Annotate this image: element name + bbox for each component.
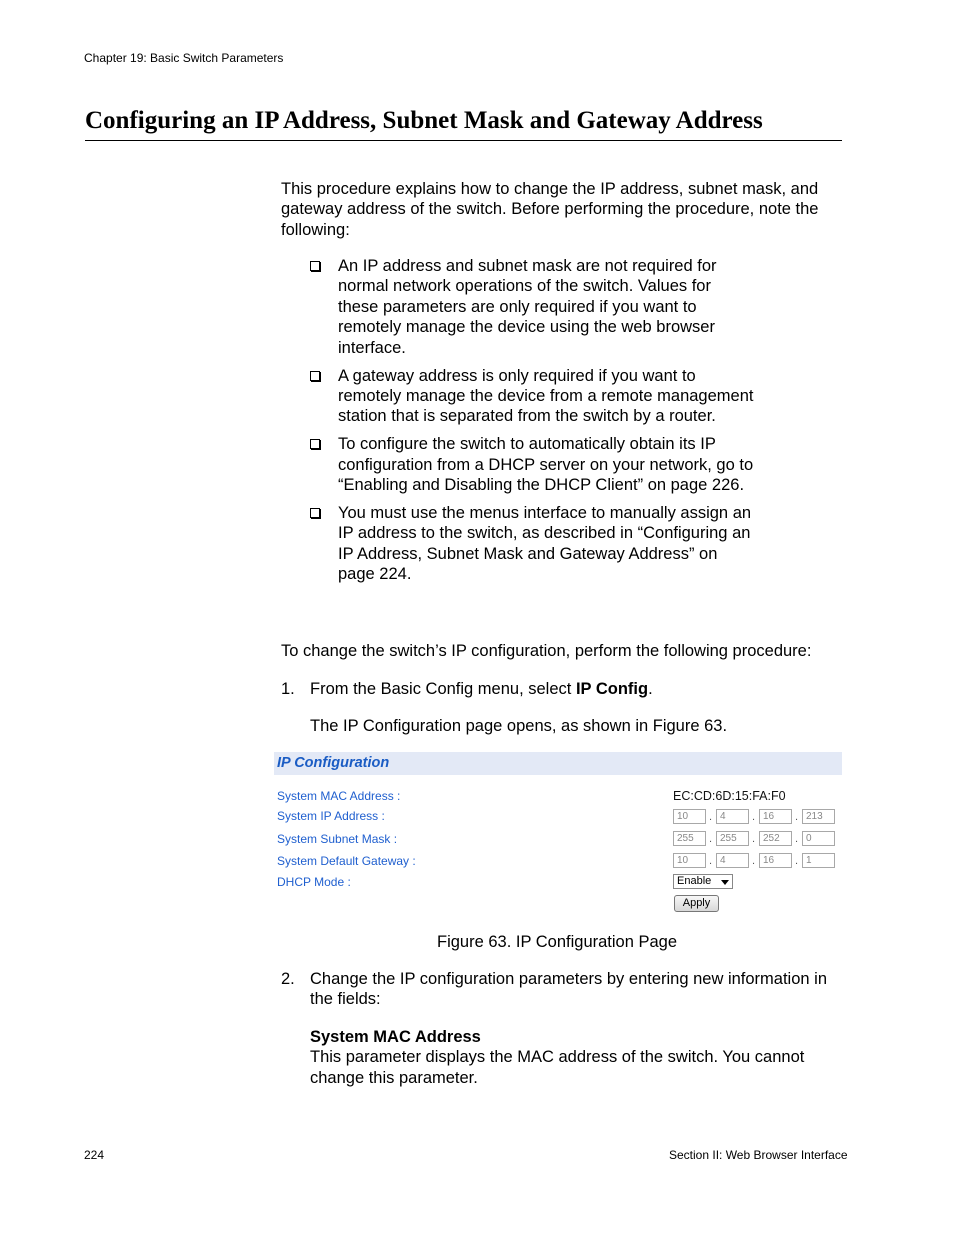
step-number: 2. (281, 970, 295, 988)
step-2 (281, 969, 851, 1010)
step-text: Change the IP configuration parameters by entering new information in the fields: (310, 970, 828, 1009)
dhcp-mode-value: Enable (677, 875, 712, 887)
octet-separator: . (709, 855, 713, 867)
gateway-octet-3-input[interactable]: 16 (759, 853, 792, 868)
gateway-octet-4-input[interactable]: 1 (802, 853, 835, 868)
octet-separator: . (795, 855, 799, 867)
intro-paragraph: This procedure explains how to change the IP address, subnet mask, and gateway address of the switch. Before performing the procedure, note the following: (281, 180, 819, 239)
gateway-octet-2-input[interactable]: 4 (716, 853, 749, 868)
figure-header (274, 752, 842, 775)
step-1 (281, 679, 851, 699)
octet-separator: . (752, 855, 756, 867)
figure-title: IP Configuration (277, 755, 390, 771)
list-item: A gateway address is only required if you want to remotely manage the device from a remote management station that is separated from the switch by a router. (309, 366, 754, 427)
checkbox-bullet-icon (310, 508, 320, 518)
subnet-mask-label: System Subnet Mask : (277, 832, 398, 846)
ip-octet-3-input[interactable]: 16 (759, 809, 792, 824)
procedure-lead: To change the switch’s IP configuration, perform the following procedure: (281, 642, 812, 660)
ip-configuration-figure (274, 752, 842, 917)
note-list (309, 256, 754, 592)
parameter-description (310, 1027, 840, 1088)
subnet-octet-3-input[interactable]: 252 (759, 831, 792, 846)
ip-octet-1-input[interactable]: 10 (673, 809, 706, 824)
list-item: To configure the switch to automatically obtain its IP configuration from a DHCP server on your network, go to “Enabling and Disabling the DHCP Client” on page 226. (309, 434, 754, 495)
mac-address-label: System MAC Address : (277, 789, 401, 803)
menu-option-ip-config: IP Config (575, 680, 649, 698)
list-item: You must use the menus interface to manually assign an IP address to the switch, as described in “Configuring an IP Address, Subnet Mask and Gateway Address” on page 224. (309, 503, 754, 585)
octet-separator: . (709, 833, 713, 845)
section-footer: Section II: Web Browser Interface (669, 1148, 848, 1162)
chevron-down-icon (721, 880, 729, 885)
default-gateway-label: System Default Gateway : (277, 854, 416, 868)
dhcp-mode-select[interactable] (673, 874, 733, 889)
subnet-octet-2-input[interactable]: 255 (716, 831, 749, 846)
checkbox-bullet-icon (310, 261, 320, 271)
running-head: Chapter 19: Basic Switch Parameters (84, 51, 284, 65)
octet-separator: . (709, 811, 713, 823)
checkbox-bullet-icon (310, 371, 320, 381)
step-1-note: The IP Configuration page opens, as shown in Figure 63. (310, 717, 728, 735)
page-number: 224 (84, 1148, 105, 1162)
mac-address-value: EC:CD:6D:15:FA:F0 (673, 789, 786, 803)
dhcp-mode-label: DHCP Mode : (277, 875, 351, 889)
checkbox-bullet-icon (310, 439, 320, 449)
subnet-octet-1-input[interactable]: 255 (673, 831, 706, 846)
parameter-text: This parameter displays the MAC address of the switch. You cannot change this parameter. (310, 1048, 805, 1087)
ip-octet-4-input[interactable]: 213 (802, 809, 835, 824)
figure-caption: Figure 63. IP Configuration Page (437, 933, 678, 951)
page-title: Configuring an IP Address, Subnet Mask and Gateway Address (85, 106, 842, 141)
octet-separator: . (795, 833, 799, 845)
step-number: 1. (281, 680, 295, 698)
ip-address-label: System IP Address : (277, 809, 385, 823)
apply-button[interactable]: Apply (674, 895, 719, 912)
gateway-octet-1-input[interactable]: 10 (673, 853, 706, 868)
octet-separator: . (795, 811, 799, 823)
list-item: An IP address and subnet mask are not required for normal network operations of the switch. Values for these parameters are only required if you want to remotely manage the device using the web browser interface. (309, 256, 754, 358)
subnet-octet-4-input[interactable]: 0 (802, 831, 835, 846)
parameter-title: System MAC Address (310, 1028, 481, 1046)
octet-separator: . (752, 833, 756, 845)
octet-separator: . (752, 811, 756, 823)
ip-octet-2-input[interactable]: 4 (716, 809, 749, 824)
step-text: From the Basic Config menu, select IP Config. (310, 680, 653, 698)
